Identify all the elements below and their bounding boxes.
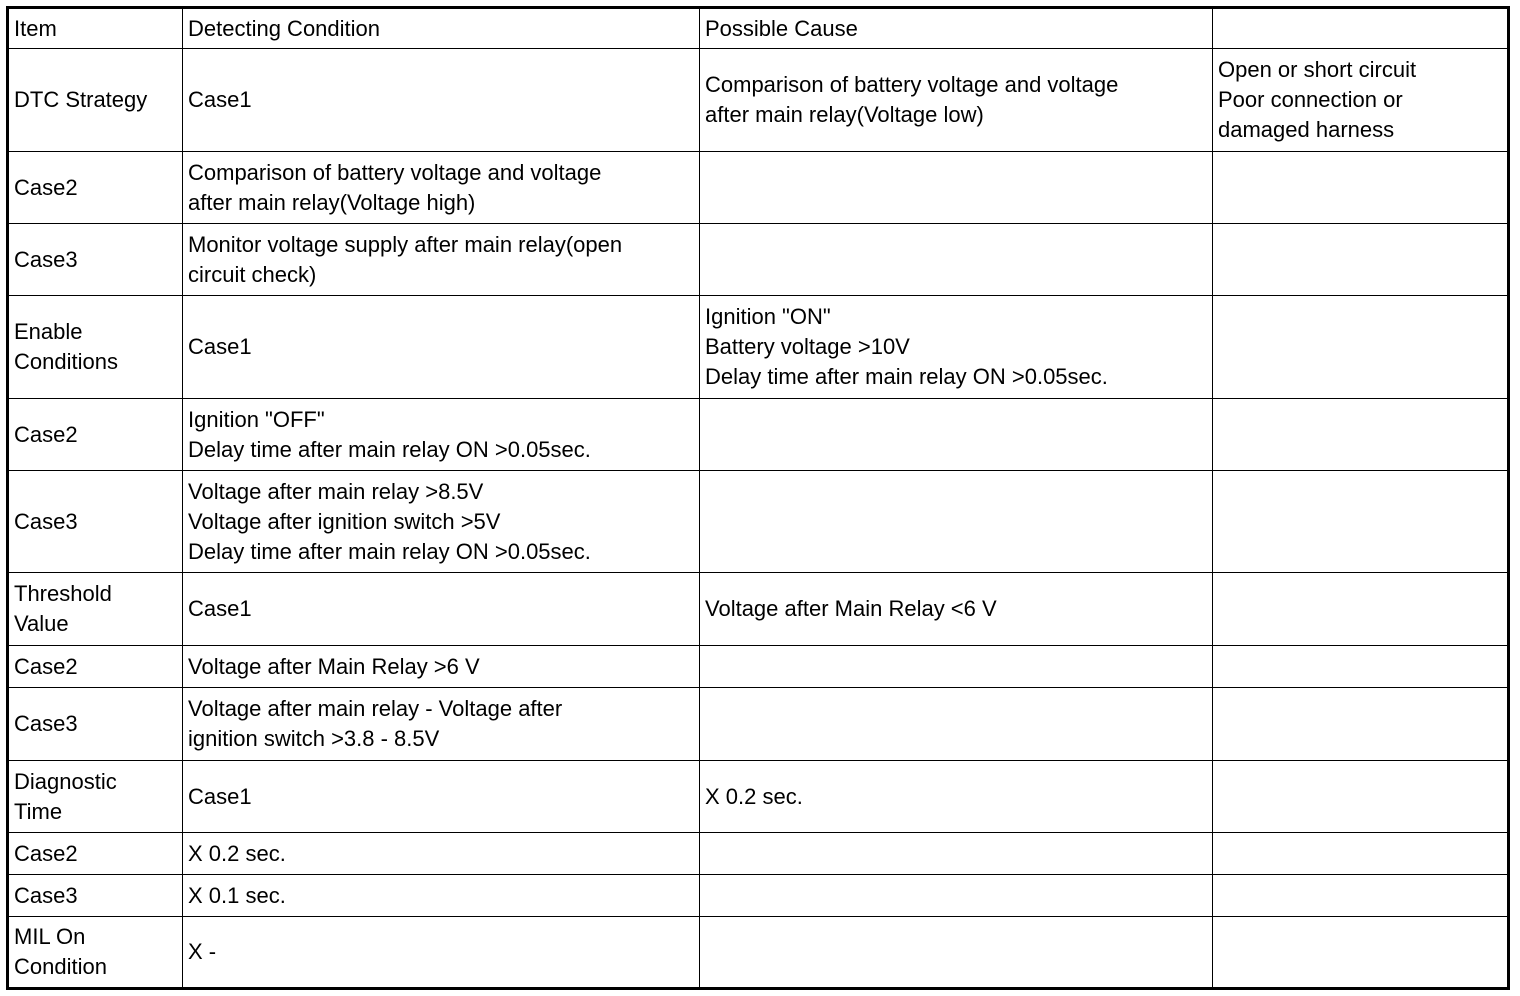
table-cell: Voltage after main relay >8.5V Voltage after ignition switch >5V Delay time after main relay ON >0.05sec.: [183, 471, 700, 573]
table-cell: [700, 646, 1213, 688]
header-extra: [1213, 8, 1509, 49]
table-cell: [700, 471, 1213, 573]
table-header-row: [8, 8, 1509, 49]
table-cell: Case2: [8, 152, 183, 224]
table-cell: Comparison of battery voltage and voltage after main relay(Voltage low): [700, 49, 1213, 152]
table-cell: X 0.2 sec.: [700, 761, 1213, 833]
table-cell: [1213, 833, 1509, 875]
table-row: [8, 49, 1509, 152]
table-cell: Comparison of battery voltage and voltage after main relay(Voltage high): [183, 152, 700, 224]
table-cell: [700, 152, 1213, 224]
table-cell: [1213, 224, 1509, 296]
table-cell: Enable Conditions: [8, 296, 183, 399]
table-cell: Case1: [183, 573, 700, 646]
table-row: [8, 917, 1509, 989]
table-cell: Case2: [8, 646, 183, 688]
table-cell: [1213, 646, 1509, 688]
table-cell: X -: [183, 917, 700, 989]
table-row: [8, 224, 1509, 296]
table-cell: [700, 224, 1213, 296]
table-row: [8, 471, 1509, 573]
table-cell: Case2: [8, 833, 183, 875]
table-row: [8, 296, 1509, 399]
table-cell: [700, 399, 1213, 471]
table-cell: [1213, 152, 1509, 224]
table-cell: Voltage after Main Relay <6 V: [700, 573, 1213, 646]
table-cell: Case3: [8, 471, 183, 573]
table-cell: DTC Strategy: [8, 49, 183, 152]
dtc-spec-table: [6, 6, 1510, 990]
table-cell: Case1: [183, 296, 700, 399]
table-row: [8, 875, 1509, 917]
table-cell: [1213, 875, 1509, 917]
table-cell: Ignition "OFF" Delay time after main relay ON >0.05sec.: [183, 399, 700, 471]
table-cell: Case3: [8, 224, 183, 296]
table-cell: Open or short circuit Poor connection or damaged harness: [1213, 49, 1509, 152]
table-cell: [700, 917, 1213, 989]
table-row: [8, 761, 1509, 833]
table-cell: [1213, 296, 1509, 399]
table-row: [8, 152, 1509, 224]
header-item: Item: [8, 8, 183, 49]
table-row: [8, 573, 1509, 646]
table-cell: [1213, 399, 1509, 471]
table-cell: [700, 688, 1213, 761]
table-cell: Case3: [8, 688, 183, 761]
header-possible-cause: Possible Cause: [700, 8, 1213, 49]
table-cell: Voltage after main relay - Voltage after ignition switch >3.8 - 8.5V: [183, 688, 700, 761]
table-cell: Monitor voltage supply after main relay(open circuit check): [183, 224, 700, 296]
table-cell: Case2: [8, 399, 183, 471]
table-cell: Voltage after Main Relay >6 V: [183, 646, 700, 688]
table-cell: X 0.2 sec.: [183, 833, 700, 875]
table-cell: [700, 875, 1213, 917]
table-cell: Case1: [183, 49, 700, 152]
table-cell: X 0.1 sec.: [183, 875, 700, 917]
table-cell: [700, 833, 1213, 875]
table-cell: Case1: [183, 761, 700, 833]
table-row: [8, 399, 1509, 471]
table-cell: Diagnostic Time: [8, 761, 183, 833]
table-cell: [1213, 761, 1509, 833]
header-detecting-condition: Detecting Condition: [183, 8, 700, 49]
table-cell: MIL On Condition: [8, 917, 183, 989]
table-cell: Threshold Value: [8, 573, 183, 646]
table-cell: Ignition "ON" Battery voltage >10V Delay time after main relay ON >0.05sec.: [700, 296, 1213, 399]
table-cell: [1213, 688, 1509, 761]
table-row: [8, 688, 1509, 761]
table-cell: Case3: [8, 875, 183, 917]
table-cell: [1213, 917, 1509, 989]
table-cell: [1213, 471, 1509, 573]
table-row: [8, 833, 1509, 875]
table-cell: [1213, 573, 1509, 646]
table-row: [8, 646, 1509, 688]
